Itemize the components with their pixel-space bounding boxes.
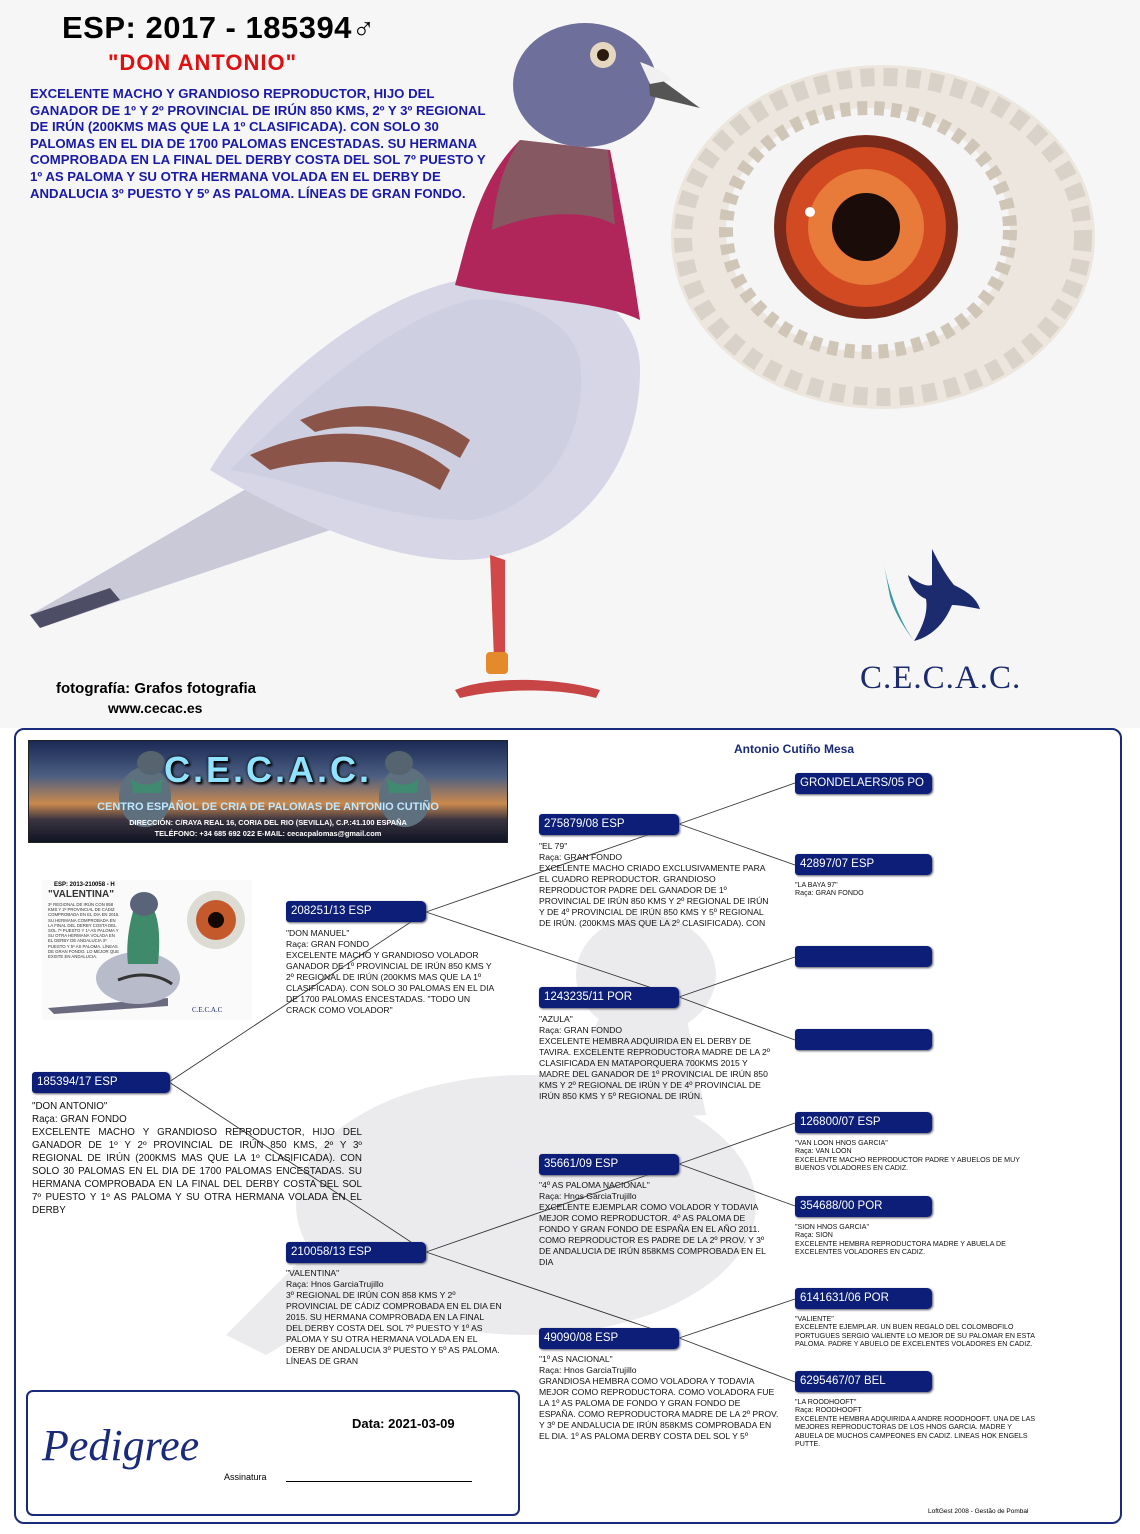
info-line: Raça: SION (795, 1231, 833, 1240)
gg8-ring-box[interactable]: 6295467/07 BEL (795, 1371, 932, 1392)
info-line: "1º AS NACIONAL" (539, 1354, 613, 1364)
poster-title: ESP: 2017 - 185394♂ (62, 10, 376, 45)
info-line: Raça: Hnos GarciaTrujillo (539, 1191, 637, 1201)
thumbnail-description: 3º REGIONAL DE IRÚN CON 858 KMS Y 2º PROVINCIAL DE CÁDIZ COMPROBADA EN EL DIA EN 2015. SU HERMANA COMPROBADA EN LA FINAL DEL DERBY COSTA DEL SOL 7º PUESTO Y 1º AS PALOMA Y SU OTRA HERMANA VOLADA EN EL DERBY DE ANDALUCIA 3º PUESTO Y 5º AS PALOMA. LÍNEAS DE GRAN FONDO. LO MEJOR QUE EXISTE EN ANDALUCIA. (48, 902, 120, 960)
info-line: "VALENTINA" (286, 1268, 340, 1278)
gg4-ring-box[interactable] (795, 1029, 932, 1050)
photo-credit: fotografía: Grafos fotografia (56, 680, 257, 697)
gg3-ring-box[interactable] (795, 946, 932, 967)
info-line: Raça: GRAN FONDO (539, 1025, 623, 1035)
info-line: Raça: Hnos GarciaTrujillo (286, 1279, 384, 1289)
info-line: Raça: ROODHOOFT (795, 1406, 862, 1415)
thumbnail-logo: C.E.C.A.C (192, 1006, 223, 1014)
info-line: "VAN LOON HNOS GARCIA" (795, 1139, 888, 1147)
info-line: Raça: Hnos GarciaTrujillo (539, 1365, 637, 1375)
banner-subtitle: CENTRO ESPAÑOL DE CRIA DE PALOMAS DE ANTONIO CUTIÑO (97, 801, 439, 813)
gg2-ring-box[interactable]: 42897/07 ESP (795, 854, 932, 875)
dam-ring-box[interactable]: 210058/13 ESP (286, 1242, 426, 1263)
banner-title: C.E.C.A.C. (163, 749, 372, 790)
gg7-ring-box[interactable]: 6141631/06 POR (795, 1288, 932, 1309)
cecac-banner (28, 740, 508, 843)
dam-dam-info (539, 1354, 779, 1442)
gg1-ring-box[interactable]: GRONDELAERS/05 PO (795, 773, 932, 794)
subject-ring-box[interactable]: 185394/17 ESP (32, 1072, 170, 1093)
info-line: EXCELENTE MACHO CRIADO EXCLUSIVAMENTE PARA EL CUADRO REPRODUCTOR. GRANDIOSO REPRODUCTOR PADRE DEL GANADOR DE 1º PROVINCIAL DE IRÚN 850 KMS Y 2º REGIONAL DE IRÚN Y DE 4º PROVINCIAL DE IRÚN 850 KMS Y 5º REGIONAL DE IRÚN. (200KMS MAS QUE LA 2º CLASIFICADA). CON (539, 863, 769, 928)
sire-dam-info (539, 1014, 771, 1102)
info-line: EXCELENTE HEMBRA ADQUIRIDA EN EL DERBY DE TAVIRA. EXCELENTE REPRODUCTORA MADRE DE LA 2º CLASIFICADA EN MATAPORQUERA 700KMS 2015 Y MADRE DEL GANADOR DE 1º PROVINCIAL DE IRÚN 850 KMS Y 2º REGIONAL DE IRÚN Y DE 4º PROVINCIAL DE IRÚN 850 KMS Y 5º REGIONAL DE IRÚN. (539, 1036, 770, 1101)
thumbnail-title: ESP: 2013-210058 - H (54, 882, 115, 888)
cecac-logo-text: C.E.C.A.C. (860, 660, 1022, 696)
info-line: "VALIENTE" (795, 1315, 834, 1323)
owner-name: Antonio Cutiño Mesa (734, 742, 854, 756)
poster (0, 0, 1140, 728)
cecac-logo-icon (880, 545, 990, 655)
info-line: 3º REGIONAL DE IRÚN CON 858 KMS Y 2º PROVINCIAL DE CÁDIZ COMPROBADA EN EL DIA EN 2015. SU HERMANA COMPROBADA EN LA FINAL DEL DERBY COSTA DEL SOL 7º PUESTO Y 1º AS PALOMA Y SU OTRA HERMANA VOLADA EN EL DERBY DE ANDALUCIA 3º PUESTO Y 5º AS PALOMA. LÍNEAS DE GRAN (286, 1290, 502, 1366)
dam-info (286, 1268, 502, 1367)
info-line: GRANDIOSA HEMBRA COMO VOLADORA Y TODAVIA MEJOR COMO REPRODUCTORA. COMO VOLADORA FUE LA 1º AS PALOMA DE FONDO Y GRAN FONDO DE ESPAÑA. COMO REPRODUCTORA MADRE DE LA 2º PROV. Y 3º DE ANDALUCIA DE IRÚN 858KMS COMPROBADA EN EL DIA. 1º AS PALOMA DERBY COSTA DEL SOL Y 5º (539, 1376, 779, 1441)
pedigree-sheet (14, 728, 1122, 1524)
info-line: "DON MANUEL" (286, 928, 350, 938)
gg8-info (795, 1398, 1040, 1448)
pedigree-footer-box (26, 1390, 520, 1516)
banner-address: DIRECCIÓN: C/RAYA REAL 16, CORIA DEL RIO (SEVILLA), C.P.:41.100 ESPAÑA (129, 818, 407, 827)
date-label: Data: 2021-03-09 (352, 1416, 455, 1431)
subject-info (32, 1100, 362, 1217)
info-line: "SION HNOS GARCIA" (795, 1223, 870, 1231)
info-line: "AZULA" (539, 1014, 573, 1024)
signature-line[interactable] (286, 1481, 472, 1482)
eye-photo (668, 62, 1098, 412)
info-line: "LA ROODHOOFT" (795, 1398, 857, 1406)
sire-info (286, 928, 498, 1016)
info-line: Raça: GRAN FONDO (795, 889, 864, 898)
dam-thumbnail (42, 880, 252, 1020)
signature-label: Assinatura (224, 1472, 267, 1482)
info-line: "LA BAYA 97" (795, 881, 838, 889)
gg5-info (795, 1139, 1035, 1173)
info-line: "EL 79" (539, 841, 568, 851)
software-credit: LoftGest 2008 - Gestão de Pombal (928, 1508, 1029, 1515)
info-line: Raça: VAN LOON (795, 1147, 852, 1156)
info-line: EXCELENTE MACHO Y GRANDIOSO VOLADOR GANADOR DE 1º PROVINCIAL DE IRÚN 850 KMS Y 2º REGIONAL DE IRÚN (200KMS MAS QUE LA 1º CLASIFICADA). CON SOLO 30 PALOMAS EN EL DIA DE 1700 PALOMAS ENCESTADAS. "TODO UN CRACK COMO VOLADOR" (286, 950, 494, 1015)
info-line: "DON ANTONIO" (32, 1101, 108, 1112)
info-line: Raça: GRAN FONDO (32, 1114, 127, 1125)
gg5-ring-box[interactable]: 126800/07 ESP (795, 1112, 932, 1133)
gg6-info (795, 1223, 1037, 1257)
dam-sire-ring-box[interactable]: 35661/09 ESP (539, 1154, 679, 1175)
sire-sire-ring-box[interactable]: 275879/08 ESP (539, 814, 679, 835)
thumbnail-pigeon-icon (48, 888, 188, 1018)
info-line: EXCELENTE EJEMPLAR COMO VOLADOR Y TODAVIA MEJOR COMO REPRODUCTOR. 4º AS PALOMA DE FONDO Y GRAN FONDO DE ESPAÑA EN EL AÑO 2011. COMO REPRODUCTOR ES PADRE DE LA 2º PROV. Y 3º DE ANDALUCIA DE IRÚN 858KMS COMPROBADA EN EL DIA (539, 1202, 766, 1267)
gg7-info (795, 1315, 1040, 1349)
poster-pigeon-name: "DON ANTONIO" (108, 50, 298, 75)
info-line: EXCELENTE EJEMPLAR. UN BUEN REGALO DEL COLOMBOFILO PORTUGUES SERGIO VALIENTE LO MEJOR DE SU PALOMAR EN ESTA PALOMA. PADRE Y ABUELO DE EXCELENTES VOLADORES EN CADIZ. (795, 1323, 1035, 1349)
info-line: Raça: GRAN FONDO (286, 939, 370, 949)
gg6-ring-box[interactable]: 354688/00 POR (795, 1196, 932, 1217)
dam-sire-info (539, 1180, 771, 1268)
thumbnail-eye-icon (186, 890, 246, 950)
info-line: "4º AS PALOMA NACIONAL" (539, 1180, 650, 1190)
info-line: EXCELENTE HEMBRA ADQUIRIDA A ANDRE ROODHOOFT. UNA DE LAS MEJORES REPRODUCTORAS DE LOS HNOS GARCIA. MADRE Y ABUELA DE MUCHOS CAMPEONES EN CADIZ. LINEAS HOK ENGELS PUTTE. (795, 1414, 1036, 1449)
sire-dam-ring-box[interactable]: 1243235/11 POR (539, 987, 679, 1008)
gg2-info (795, 881, 1035, 898)
thumbnail-name: "VALENTINA" (48, 889, 114, 900)
website-link[interactable]: www.cecac.es (108, 700, 203, 716)
sire-sire-info (539, 841, 769, 929)
sire-ring-box[interactable]: 208251/13 ESP (286, 901, 426, 922)
banner-contact: TELÉFONO: +34 685 692 022 E-MAIL: cecacpalomas@gmail.com (154, 829, 382, 838)
info-line: EXCELENTE MACHO REPRODUCTOR PADRE Y ABUELOS DE MUY BUENOS VOLADORES EN CADIZ. (795, 1155, 1020, 1173)
info-line: EXCELENTE HEMBRA REPRODUCTORA MADRE Y ABUELA DE EXCELENTES VOLADORES EN CADIZ. (795, 1239, 1006, 1257)
dam-dam-ring-box[interactable]: 49090/08 ESP (539, 1328, 679, 1349)
info-line: EXCELENTE MACHO Y GRANDIOSO REPRODUCTOR, HIJO DEL GANADOR DE 1º Y 2º PROVINCIAL DE IRÚN 850 KMS, 2º Y 3º REGIONAL DE IRÚN (200KMS MAS QUE LA 1º CLASIFICADA). CON SOLO 30 PALOMAS EN EL DIA DE 1700 PALOMAS ENCESTADAS. SU HERMANA COMPROBADA EN LA FINAL DEL DERBY COSTA DEL SOL 7º PUESTO Y 1º AS PALOMA Y SU OTRA HERMANA VOLADA EN EL DERBY (32, 1127, 362, 1216)
poster-description: EXCELENTE MACHO Y GRANDIOSO REPRODUCTOR, HIJO DEL GANADOR DE 1º Y 2º PROVINCIAL DE IRÚN 850 KMS, 2º Y 3º REGIONAL DE IRÚN (200KMS MAS QUE LA 1º CLASIFICADA). CON SOLO 30 PALOMAS EN EL DIA DE 1700 PALOMAS ENCESTADAS. SU HERMANA COMPROBADA EN LA FINAL DEL DERBY COSTA DEL SOL 7º PUESTO Y 1º AS PALOMA Y SU OTRA HERMANA VOLADA EN EL DERBY DE ANDALUCIA 3º PUESTO Y 5º AS PALOMA. LÍNEAS DE GRAN FONDO. (30, 86, 486, 201)
pedigree-logo: Pedigree (42, 1421, 200, 1470)
info-line: Raça: GRAN FONDO (539, 852, 623, 862)
